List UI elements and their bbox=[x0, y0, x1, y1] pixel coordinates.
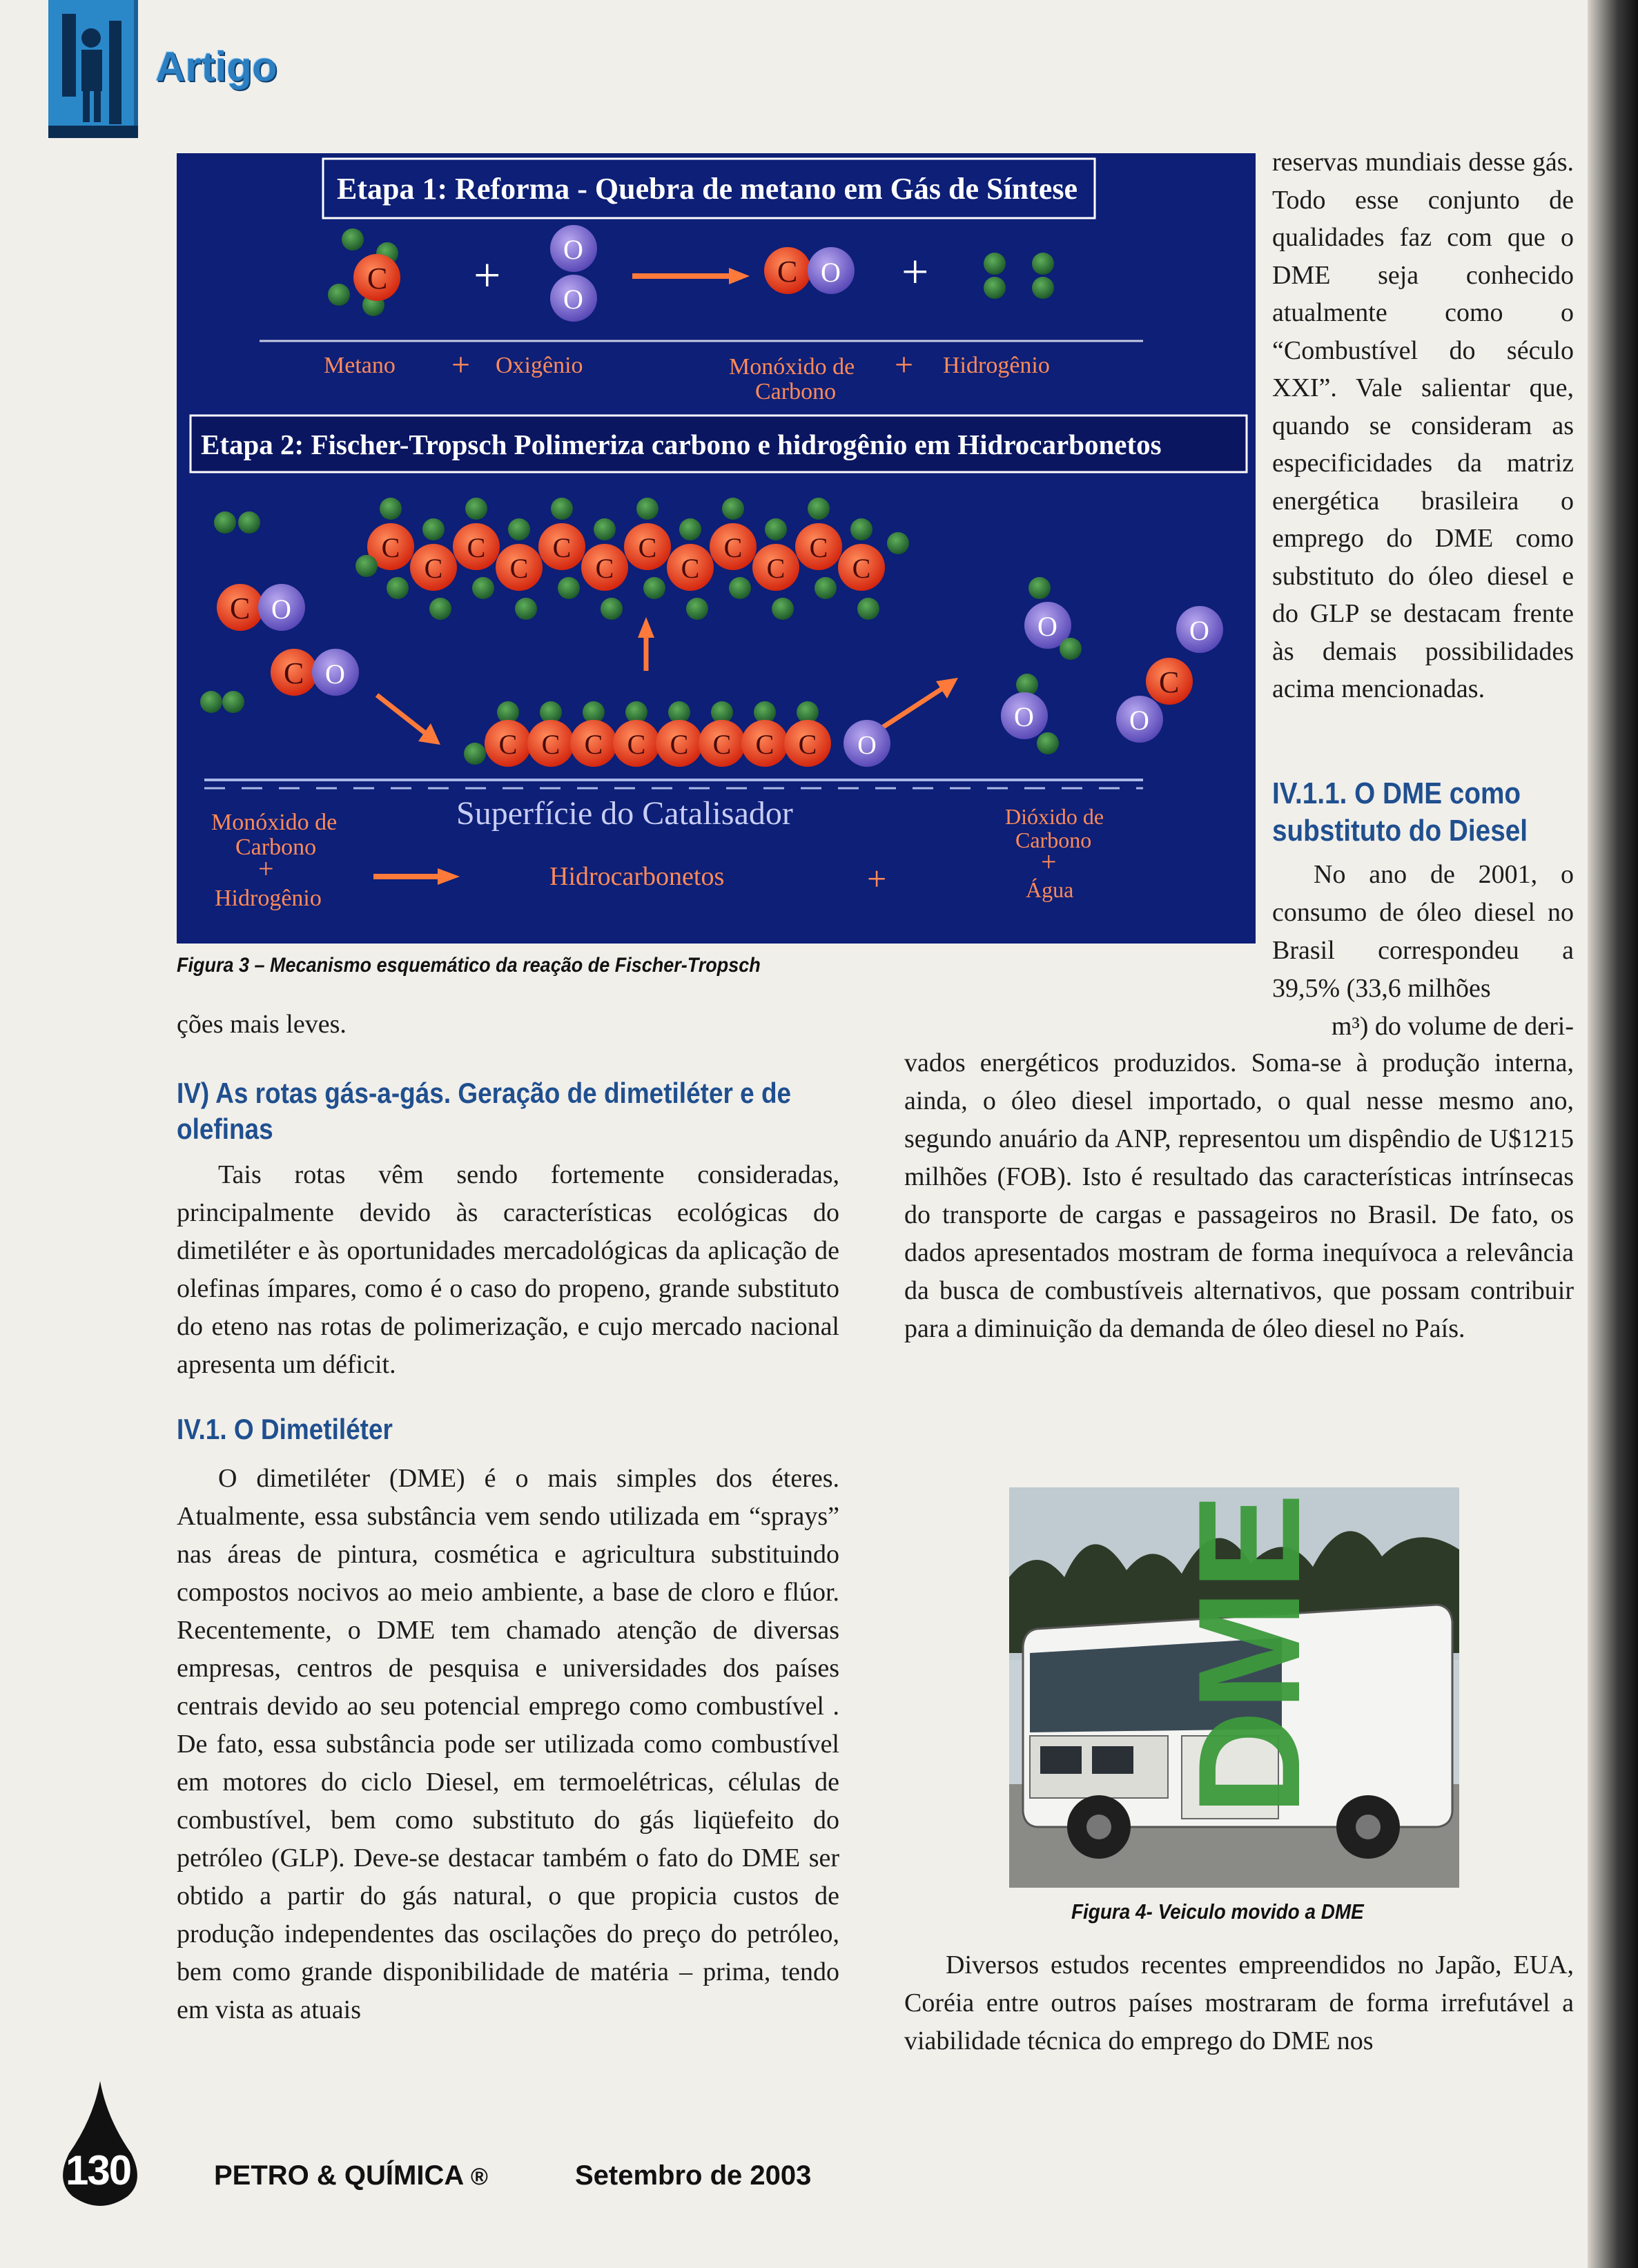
paragraph-iv bbox=[177, 1156, 839, 1384]
plus-sign: + bbox=[451, 346, 471, 383]
hydrogen-atom bbox=[857, 598, 879, 620]
atom-label: C bbox=[766, 553, 786, 584]
atom-label: C bbox=[498, 729, 518, 760]
hydrogen-atom bbox=[422, 518, 445, 540]
plus-sign: + bbox=[901, 246, 929, 299]
atom-label: O bbox=[271, 594, 291, 625]
atom-label: C bbox=[1159, 665, 1180, 699]
hydrogen-atom bbox=[472, 577, 494, 599]
plus-sign: + bbox=[867, 859, 887, 898]
label-water: Água bbox=[1026, 877, 1074, 902]
hydrogen-atom bbox=[815, 577, 837, 599]
atom-label: C bbox=[381, 532, 400, 563]
hydrogen-atom bbox=[850, 518, 872, 540]
hydrogen-atom bbox=[429, 598, 451, 620]
paragraph-iv1 bbox=[177, 1460, 839, 2029]
magazine-title: PETRO & QUÍMICA bbox=[214, 2160, 463, 2191]
label-co: Monóxido de bbox=[729, 354, 855, 380]
hydrogen-atom bbox=[355, 555, 378, 577]
atom-label: C bbox=[467, 532, 486, 563]
page-number: 130 bbox=[66, 2147, 131, 2193]
label-oxygen: Oxigênio bbox=[496, 353, 583, 378]
hydrogen-atom bbox=[464, 743, 486, 765]
atom-label: C bbox=[670, 729, 689, 760]
label-co2: Carbono bbox=[1015, 828, 1092, 852]
page-edge-shadow bbox=[1588, 0, 1638, 2268]
paragraph-bottom-right bbox=[904, 1946, 1574, 2060]
atom-label: O bbox=[1014, 701, 1034, 732]
atom-label: C bbox=[638, 532, 657, 563]
paragraph-iv11-c-text: vados energéticos produzidos. Soma-se à produção interna, ainda, o óleo diesel importado, o qual nesse mesmo ano, segundo anuário da ANP, representou um dispêndio de U$1215 milhões (FOB). Isto é resultado das características intrínsecas do transporte de cargas e passageiros no Brasil. De fato, os dados apresentados mostram de forma inequívoca a relevância da busca de combustíveis alternativos, que possam contribuir para a diminuição da demanda de óleo diesel no País. bbox=[904, 1048, 1574, 1343]
atom-label: C bbox=[541, 729, 560, 760]
atom-label: O bbox=[1129, 705, 1149, 736]
atom-label: C bbox=[230, 592, 251, 625]
figure3-diagram bbox=[177, 153, 1256, 944]
atom-label: O bbox=[563, 234, 583, 265]
label-co2: Dióxido de bbox=[1005, 804, 1104, 829]
atom-label: C bbox=[723, 532, 743, 563]
plus-sign: + bbox=[474, 249, 501, 302]
figure3-caption: Figura 3 – Mecanismo esquemático da reação de Fischer-Tropsch bbox=[177, 954, 761, 977]
hydrogen-atom bbox=[515, 598, 537, 620]
figure4-caption: Figura 4- Veiculo movido a DME bbox=[1071, 1899, 1364, 1924]
atom-label: C bbox=[367, 262, 388, 295]
catalyst-surface-label: Superfície do Catalisador bbox=[456, 795, 793, 832]
atom-label: C bbox=[595, 553, 614, 584]
bus-illustration bbox=[1009, 1487, 1459, 1888]
hydrogen-atom bbox=[551, 498, 573, 520]
lower-hydrocarbon-chain bbox=[464, 701, 890, 767]
plus-sign: + bbox=[1041, 846, 1057, 877]
registered-mark: ® bbox=[470, 2164, 488, 2190]
hydrogen-atom bbox=[558, 577, 580, 599]
heading-iv11: IV.1.1. O DME como substituto do Diesel bbox=[1272, 776, 1528, 848]
atom-label: C bbox=[712, 729, 732, 760]
paragraph-iv11-a-text: No ano de 2001, o consumo de óleo diesel no Brasil correspondeu a 39,5% (33,6 milhões bbox=[1272, 860, 1574, 1003]
atom-label: C bbox=[755, 729, 774, 760]
paragraph-right-top: reservas mundiais desse gás. Todo esse conjunto de qualidades faz com que o DME seja conhecido atualmente como o “Combustível do século XXI”. Vale salientar que, quando se consideram as especificidades da matriz energética brasileira o emprego do DME como substituto do óleo diesel e do GLP se destacam frente às demais possibilidades acima mencionadas. bbox=[1272, 148, 1574, 703]
paragraph-bottom-right-text: Diversos estudos recentes empreendidos no Japão, EUA, Coréia entre outros países mostraram de forma irrefutável a viabilidade técnica do emprego do DME nos bbox=[904, 1951, 1574, 2055]
left-column bbox=[177, 1006, 839, 1044]
fischer-tropsch-diagram bbox=[177, 153, 1256, 944]
atom-label: O bbox=[325, 658, 345, 690]
hydrogen-atom bbox=[808, 498, 830, 520]
label-co: Monóxido de bbox=[211, 810, 338, 835]
paragraph-iv11-c bbox=[904, 1044, 1574, 1348]
hydrogen-atom bbox=[387, 577, 409, 599]
label-hydrogen: Hidrogênio bbox=[215, 886, 322, 911]
label-hydrogen: Hidrogênio bbox=[943, 353, 1050, 378]
paragraph-iv11-a bbox=[1272, 856, 1574, 1046]
hydrogen-atom bbox=[380, 498, 402, 520]
hydrogen-atom bbox=[729, 577, 751, 599]
atom-label: C bbox=[681, 553, 700, 584]
atom-label: C bbox=[509, 553, 529, 584]
hydrogen-atom bbox=[594, 518, 616, 540]
paragraph-iv-text: Tais rotas vêm sendo fortemente consideradas, principalmente devido às características ecológicas do dimetiléter e às oportunidades mercadológicas da aplicação de olefinas ímpares, como é o caso do propeno, grande substituto do eteno nas rotas de polimerização, e cujo mercado nacional apresenta um déficit. bbox=[177, 1160, 839, 1379]
atom-label: O bbox=[1037, 611, 1057, 642]
hydrogen-atom bbox=[465, 498, 487, 520]
hydrogen-atom bbox=[887, 532, 909, 554]
worker-icon bbox=[48, 0, 138, 138]
stage1-title: Etapa 1: Reforma - Quebra de metano em Gás de Síntese bbox=[337, 172, 1078, 206]
section-label: Artigo bbox=[155, 43, 277, 90]
hydrogen-atom bbox=[643, 577, 665, 599]
atom-label: C bbox=[584, 729, 603, 760]
bus-dme-lettering: DME bbox=[1168, 1493, 1330, 1815]
plus-sign: + bbox=[258, 853, 274, 884]
upper-hydrocarbon-chain bbox=[355, 498, 909, 620]
hydrogen-atom bbox=[679, 518, 701, 540]
paragraph-iv11-b-text: m³) do volume de deri- bbox=[1331, 1012, 1574, 1041]
label-co: Carbono bbox=[235, 834, 317, 860]
label-hydrocarbons: Hidrocarbonetos bbox=[549, 862, 725, 891]
issue-date: Setembro de 2003 bbox=[575, 2160, 812, 2191]
hydrogen-atom bbox=[601, 598, 623, 620]
heading-iv1: IV.1. O Dimetiléter bbox=[177, 1413, 393, 1445]
atom-label: C bbox=[627, 729, 646, 760]
hydrogen-atom bbox=[765, 518, 787, 540]
hydrogen-atom bbox=[722, 498, 744, 520]
label-methane: Metano bbox=[324, 353, 396, 378]
atom-label: O bbox=[821, 257, 841, 288]
hydrogen-atom bbox=[508, 518, 530, 540]
atom-label: C bbox=[809, 532, 828, 563]
figure4-photo bbox=[1009, 1487, 1459, 1888]
right-column-top bbox=[1272, 144, 1574, 708]
hydrogen-atom bbox=[636, 498, 659, 520]
label-co: Carbono bbox=[755, 379, 837, 404]
stage2-title: Etapa 2: Fischer-Tropsch Polimeriza carbono e hidrogênio em Hidrocarbonetos bbox=[201, 429, 1162, 460]
section-badge bbox=[48, 0, 138, 138]
atom-label: C bbox=[798, 729, 817, 760]
plus-sign: + bbox=[895, 346, 914, 383]
atom-label: C bbox=[284, 656, 304, 690]
atom-label: O bbox=[1189, 615, 1209, 646]
atom-label: C bbox=[552, 532, 572, 563]
paragraph-continuation: ções mais leves. bbox=[177, 1010, 347, 1039]
atom-label: C bbox=[777, 255, 798, 289]
atom-label: O bbox=[563, 284, 583, 315]
atom-label: O bbox=[857, 731, 877, 760]
hydrogen-atom bbox=[772, 598, 794, 620]
magazine-name bbox=[214, 2160, 488, 2191]
paragraph-iv1-text: O dimetiléter (DME) é o mais simples dos éteres. Atualmente, essa substância vem sendo utilizada em “sprays” nas áreas de pintura, cosmética e agricultura substituindo compostos nocivos ao meio ambiente, a base de cloro e flúor. Recentemente, o DME tem chamado atenção de diversas empresas, centros de pesquisa e universidades dos países centrais devido ao seu potencial emprego como combustível . De fato, essa substância pode ser utilizada como combustível em motores do ciclo Diesel, em termoelétricas, células de combustível, bem como substituto do gás liqüefeito do petróleo (GLP). Deve-se destacar também o fato do DME ser obtido a partir do gás natural, o que propicia custos de produção independentes das oscilações do preço do petróleo, bem como grande disponibilidade de matéria – prima, tendo em vista as atuais bbox=[177, 1464, 839, 2024]
heading-iv: IV) As rotas gás-a-gás. Geração de dimetiléter e de olefinas bbox=[177, 1077, 792, 1145]
hydrogen-atom bbox=[686, 598, 708, 620]
atom-label: C bbox=[424, 553, 443, 584]
atom-label: C bbox=[852, 553, 871, 584]
